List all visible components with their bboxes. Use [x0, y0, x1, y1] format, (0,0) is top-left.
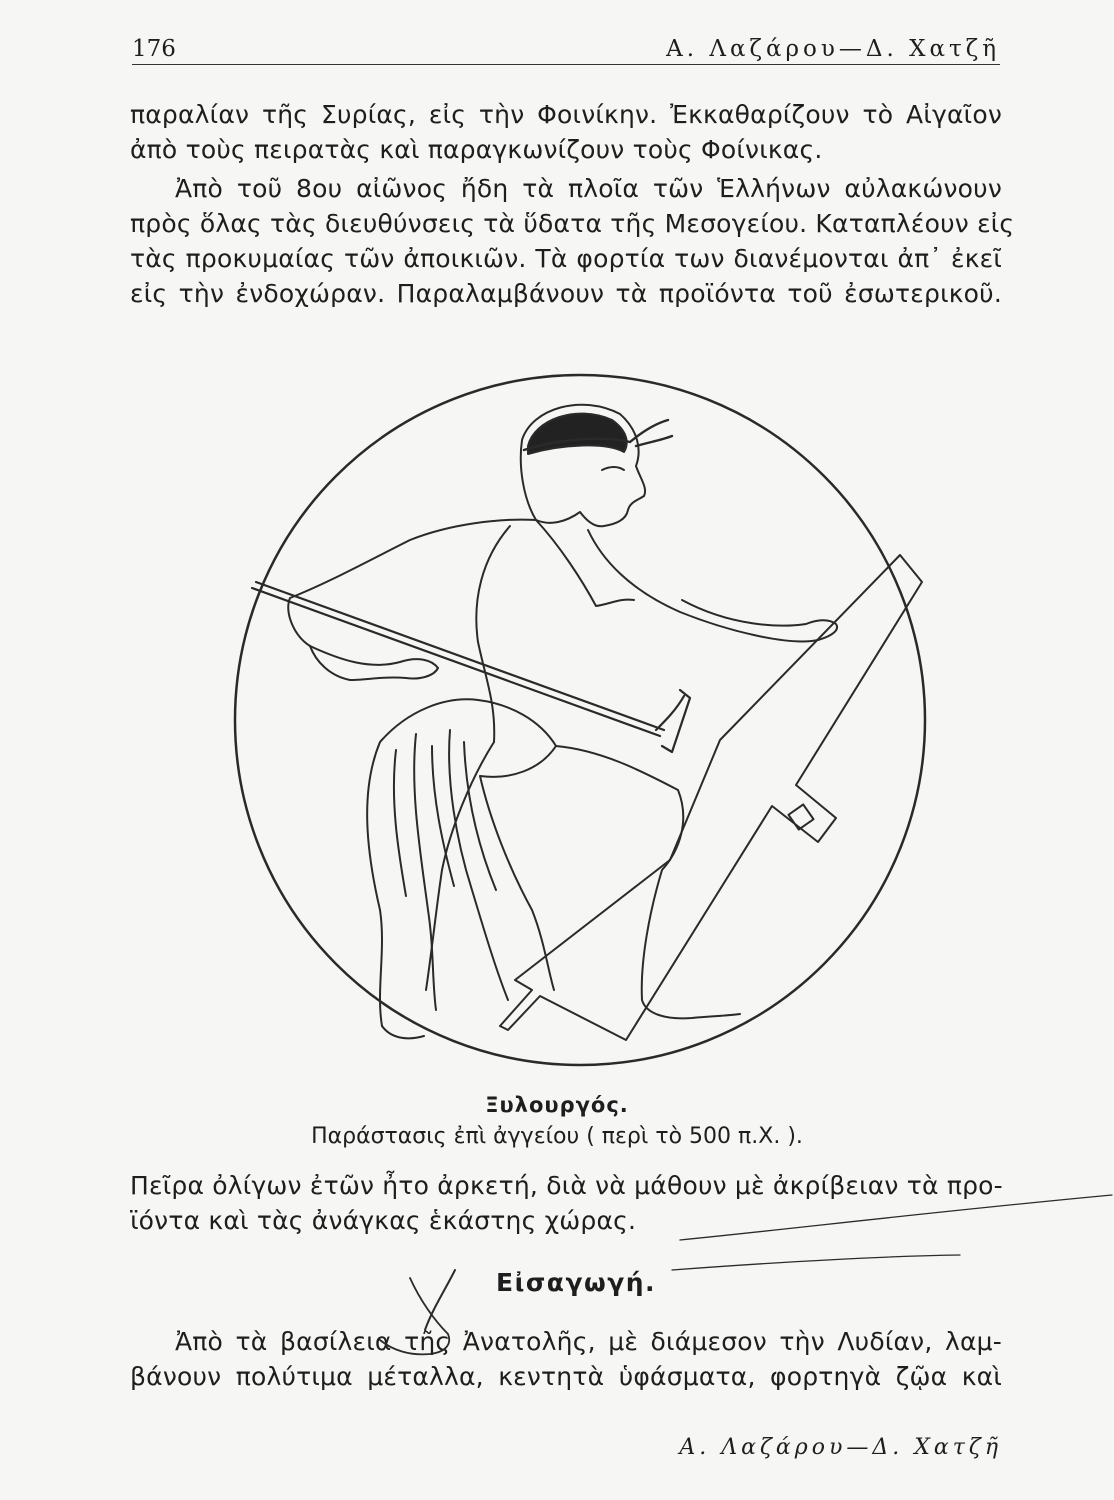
- paragraph-2: [130, 171, 1015, 311]
- header-rule: [132, 64, 1000, 65]
- text-line: Ἀπὸ τὰ βασίλεια τῆς Ἀνατολῆς, μὲ διάμεσον τὴν Λυδίαν, λαμ-: [175, 1327, 1002, 1356]
- paragraph-1: [130, 97, 1002, 167]
- text-line: βάνουν πολύτιμα μέταλλα, κεντητὰ ὑφάσματα, φορτηγὰ ζῷα καὶ: [130, 1362, 1002, 1391]
- footer-signature: Α. Λαζάρου—Δ. Χατζῆ: [679, 1435, 1002, 1460]
- pen-stroke: [672, 1255, 960, 1270]
- text-line: τὰς προκυμαίας τῶν ἀποικιῶν. Τὰ φορτία των διανέμονται ἀπ᾿ ἐκεῖ: [130, 244, 1002, 273]
- hair: [528, 414, 627, 454]
- pen-stroke: [425, 1270, 455, 1330]
- page-header: [132, 36, 1000, 66]
- left-arm-and-hand: [310, 646, 438, 680]
- page-number: 176: [132, 36, 176, 62]
- text-line: Πεῖρα ὀλίγων ἐτῶν ἦτο ἀρκετή, διὰ νὰ μάθουν μὲ ἀκρίβειαν τὰ προ-: [130, 1171, 1003, 1200]
- figure-caption-text: Παράστασις ἐπὶ ἀγγείου ( περὶ τὸ 500 π.Χ. ).: [311, 1124, 803, 1149]
- text-line: ἀπὸ τοὺς πειρατὰς καὶ παραγκωνίζουν τοὺς Φοίνικας.: [130, 135, 823, 164]
- paragraph-3: [130, 1168, 1002, 1238]
- text-line: πρὸς ὅλας τὰς διευθύνσεις τὰ ὕδατα τῆς Μεσογείου. Καταπλέουν εἰς: [130, 209, 1015, 238]
- text-line: παραλίαν τῆς Συρίας, εἰς τὴν Φοινίκην. Ἐκκαθαρίζουν τὸ Αἰγαῖον: [130, 100, 1002, 129]
- beam-square-hole: [788, 804, 813, 829]
- eye-line: [602, 467, 624, 470]
- legs: [382, 742, 740, 1038]
- text-line: εἰς τὴν ἐνδοχώραν. Παραλαμβάνουν τὰ προϊόντα τοῦ ἐσωτερικοῦ.: [130, 279, 1002, 308]
- paragraph-4: [130, 1324, 1002, 1394]
- text-line: ϊόντα καὶ τὰς ἀνάγκας ἑκάστης χώρας.: [130, 1206, 637, 1235]
- right-arm: [588, 530, 837, 641]
- wooden-beam: [500, 555, 922, 1040]
- carpenter-vase-illustration: [210, 350, 950, 1090]
- figure-caption-title: Ξυλουργός.: [485, 1093, 629, 1117]
- vase-medallion-border: [235, 375, 925, 1065]
- section-heading: Εἰσαγωγή.: [496, 1268, 657, 1297]
- running-head: Α. Λαζάρου—Δ. Χατζῆ: [666, 36, 1000, 62]
- adze-tool: [252, 582, 690, 752]
- text-line: Ἀπὸ τοῦ 8ου αἰῶνος ἤδη τὰ πλοῖα τῶν Ἑλλήνων αὐλακώνουν: [175, 174, 1002, 203]
- drapery: [367, 699, 556, 1026]
